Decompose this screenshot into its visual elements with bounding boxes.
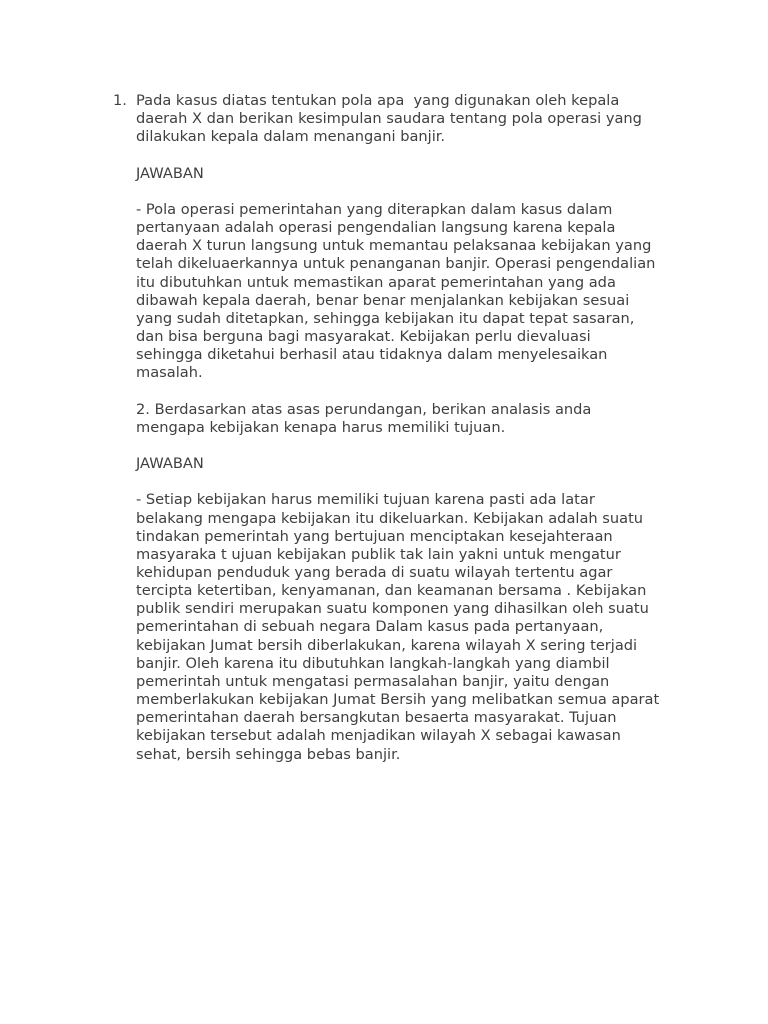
answer-1-line: sehingga diketahui berhasil atau tidaknya dalam menyelesaikan bbox=[136, 346, 608, 364]
answer-1-line: dibawah kepala daerah, benar benar menjalankan kebijakan sesuai bbox=[136, 291, 630, 309]
answer-1-line: telah dikeluaerkannya untuk penanganan banjir. Operasi pengendalian bbox=[136, 255, 656, 273]
list-item-body bbox=[136, 92, 693, 764]
document-body bbox=[113, 92, 693, 764]
answer-1-line: pertanyaan adalah operasi pengendalian langsung karena kepala bbox=[136, 219, 616, 237]
answer-1-line: dan bisa berguna bagi masyarakat. Kebijakan perlu dievaluasi bbox=[136, 328, 591, 345]
answer-1-line: - Pola operasi pemerintahan yang diterapkan dalam kasus dalam bbox=[136, 200, 613, 218]
answer-1-line: yang sudah ditetapkan, sehingga kebijakan itu dapat tepat sasaran, bbox=[136, 309, 635, 327]
paragraph-gap bbox=[136, 146, 693, 164]
answer-2-line: kebijakan tersebut adalah menjadikan wilayah X sebagai kawasan bbox=[136, 727, 621, 745]
answer-1-heading: JAWABAN bbox=[136, 164, 204, 182]
question-1-line: Pada kasus diatas tentukan pola apa yang digunakan oleh kepala bbox=[136, 92, 620, 109]
paragraph-gap bbox=[136, 437, 693, 455]
answer-2 bbox=[136, 491, 693, 763]
answer-2-line: tercipta ketertiban, kenyamanan, dan keamanan bersama . Kebijakan bbox=[136, 582, 647, 600]
answer-2-line: pemerintahan daerah bersangkutan besaerta masyarakat. Tujuan bbox=[136, 709, 617, 727]
question-2 bbox=[136, 401, 693, 437]
paragraph-gap bbox=[136, 473, 693, 491]
answer-2-line: - Setiap kebijakan harus memiliki tujuan karena pasti ada latar bbox=[136, 491, 595, 509]
list-number: 1. bbox=[113, 92, 127, 109]
answer-2-line: tindakan pemerintah yang bertujuan menciptakan kesejahteraan bbox=[136, 527, 613, 545]
answer-1-line: itu dibutuhkan untuk memastikan aparat pemerintahan yang ada bbox=[136, 273, 616, 291]
answer-2-line: pemerintah untuk mengatasi permasalahan banjir, yaitu dengan bbox=[136, 672, 610, 690]
answer-1-line: daerah X turun langsung untuk memantau pelaksanaa kebijakan yang bbox=[136, 237, 652, 255]
numbered-list-item bbox=[113, 92, 693, 764]
paragraph-gap bbox=[136, 183, 693, 201]
question-1-line: dilakukan kepala dalam menangani banjir. bbox=[136, 128, 446, 146]
answer-2-line: belakang mengapa kebijakan itu dikeluarkan. Kebijakan adalah suatu bbox=[136, 509, 644, 527]
paragraph-gap bbox=[136, 382, 693, 400]
answer-1 bbox=[136, 201, 693, 383]
answer-2-line: memberlakukan kebijakan Jumat Bersih yang melibatkan semua aparat bbox=[136, 691, 660, 709]
answer-2-line: sehat, bersih sehingga bebas banjir. bbox=[136, 745, 401, 763]
question-2-line: mengapa kebijakan kenapa harus memiliki tujuan. bbox=[136, 418, 506, 436]
answer-1-line: masalah. bbox=[136, 364, 203, 382]
answer-2-line: banjir. Oleh karena itu dibutuhkan langkah-langkah yang diambil bbox=[136, 654, 610, 672]
answer-2-heading: JAWABAN bbox=[136, 455, 204, 473]
answer-2-line: masyaraka t ujuan kebijakan publik tak lain yakni untuk mengatur bbox=[136, 545, 621, 563]
answer-2-line: kebijakan Jumat bersih diberlakukan, karena wilayah X sering terjadi bbox=[136, 636, 638, 654]
answer-2-line: kehidupan penduduk yang berada di suatu wilayah tertentu agar bbox=[136, 563, 613, 581]
question-1 bbox=[136, 92, 693, 146]
question-2-line: 2. Berdasarkan atas asas perundangan, berikan analasis anda bbox=[136, 400, 592, 418]
question-1-line: daerah X dan berikan kesimpulan saudara tentang pola operasi yang bbox=[136, 110, 642, 128]
answer-2-line: publik sendiri merupakan suatu komponen yang dihasilkan oleh suatu bbox=[136, 600, 649, 618]
answer-2-line: pemerintahan di sebuah negara Dalam kasus pada pertanyaan, bbox=[136, 618, 604, 636]
